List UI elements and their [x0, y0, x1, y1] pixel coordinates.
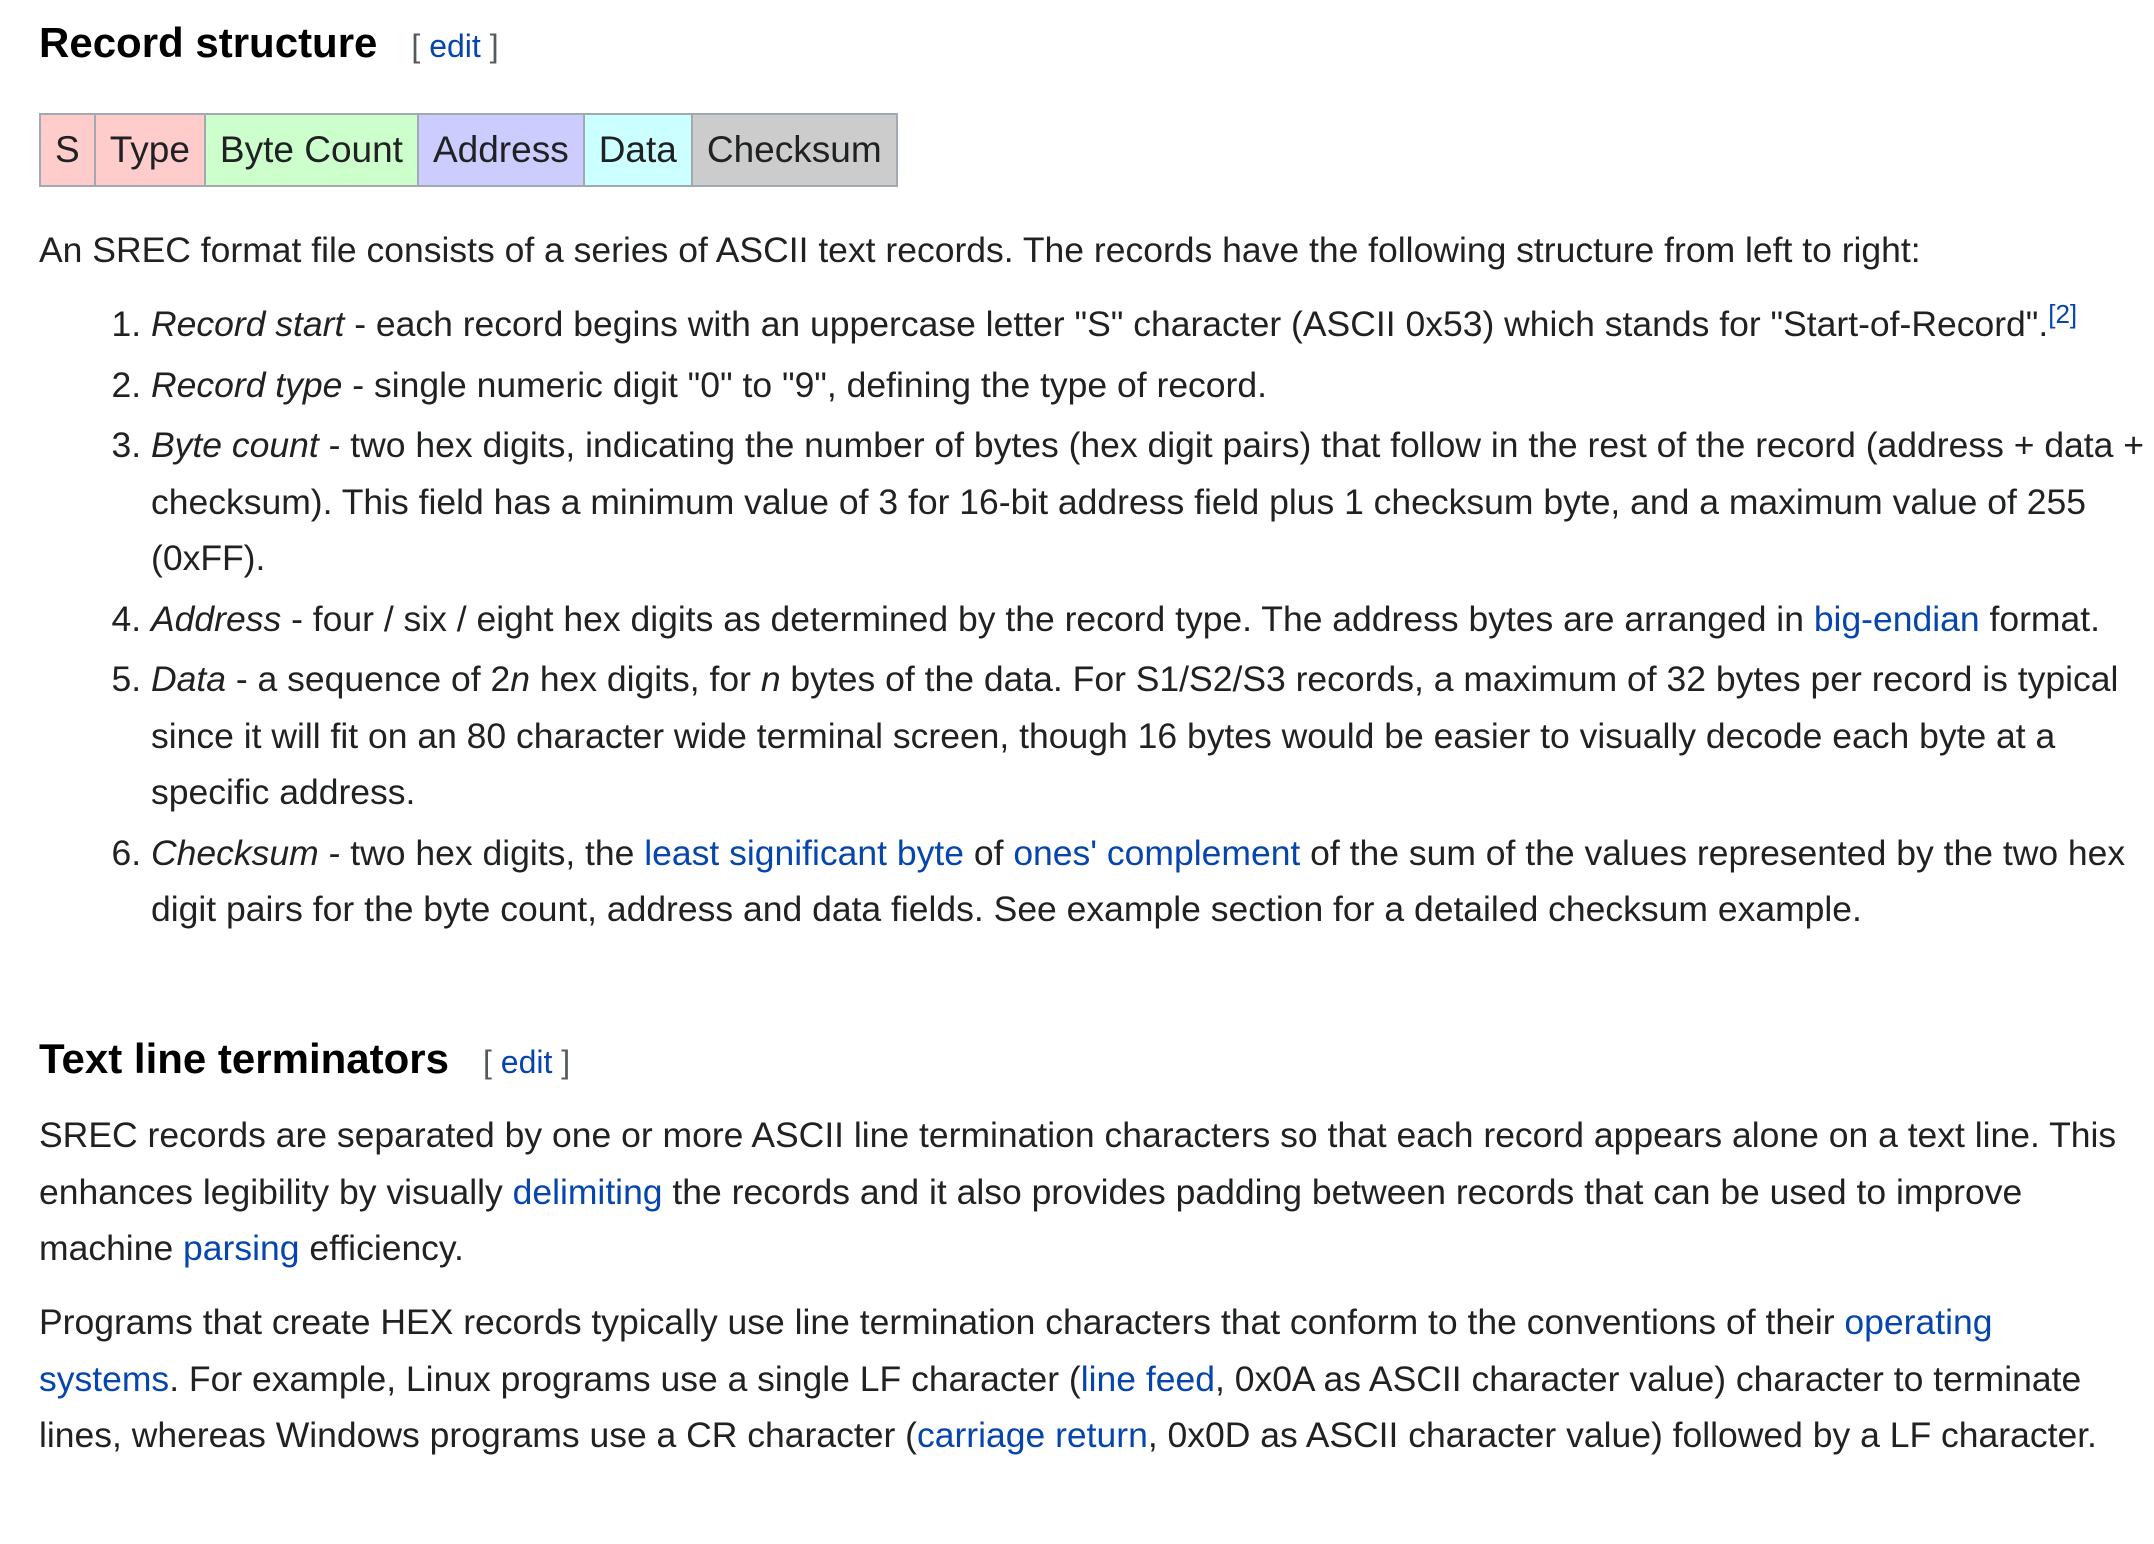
- intro-paragraph: An SREC format file consists of a series of ASCII text records. The records have the following structure from left to right:: [39, 230, 1921, 270]
- link-carriage-return[interactable]: carriage return: [916, 1415, 1148, 1455]
- list-item-address: 4. Address - four / six / eight hex digits as determined by the record type. The address bytes are arranged in big-endian format.: [151, 591, 2154, 648]
- edit-link[interactable]: edit: [500, 1044, 553, 1080]
- term: Checksum: [151, 832, 319, 873]
- term: Address: [151, 598, 282, 639]
- term: Data: [151, 659, 226, 699]
- record-structure-table: [39, 113, 898, 187]
- link-operating-systems[interactable]: operating systems: [39, 1302, 1993, 1399]
- section-title: Record structure: [39, 19, 378, 66]
- field-cell-s: S: [40, 114, 95, 186]
- list-item-byte-count: 3. Byte count - two hex digits, indicating the number of bytes (hex digit pairs) that follow in the rest of the record (address + data + checksum). This field has a minimum value of 3 for 16-bit address field plus 1 checksum byte, and a maximum value of 255 (0xFF).: [151, 417, 2154, 587]
- edit-section-link-wrapper: [ edit ]: [411, 28, 499, 64]
- link-parsing[interactable]: parsing: [183, 1228, 300, 1268]
- field-cell-byte-count: Byte Count: [205, 114, 418, 186]
- term: Byte count: [151, 425, 319, 465]
- citation-link[interactable]: [2]: [2048, 299, 2078, 330]
- field-cell-checksum: Checksum: [692, 114, 897, 186]
- term: Record start: [151, 304, 345, 344]
- list-item-record-start: 1. Record start - each record begins with an uppercase letter "S" character (ASCII 0x53) which stands for "Start-of-Record".[2]: [151, 296, 2154, 353]
- paragraph-line-termination: Programs that create HEX records typically use line termination characters that conform to the conventions of their operating systems. For example, Linux programs use a single LF character (line feed, 0x0A as ASCII character value) character to terminate lines, whereas Windows programs use a CR character (carriage return, 0x0D as ASCII character value) followed by a LF character.: [39, 1302, 2097, 1455]
- link-line-feed[interactable]: line feed: [1080, 1358, 1215, 1399]
- term: Record type: [151, 364, 343, 405]
- section-title: Text line terminators: [39, 1035, 449, 1082]
- record-structure-row: [40, 114, 897, 186]
- record-fields-list: [39, 296, 2154, 942]
- link-delimiting[interactable]: delimiting: [512, 1171, 663, 1212]
- section-heading-record-structure: [39, 18, 499, 71]
- citation-ref: [2048, 299, 2077, 329]
- list-item-record-type: 2. Record type - single numeric digit "0" to "9", defining the type of record.: [151, 357, 2154, 414]
- field-cell-data: Data: [584, 114, 692, 186]
- paragraph-record-separation: SREC records are separated by one or more ASCII line termination characters so that each record appears alone on a text line. This enhances legibility by visually delimiting the records and it also provides padding between records that can be used to improve machine parsing efficiency.: [39, 1115, 2117, 1268]
- edit-section-link-wrapper: [ edit ]: [483, 1044, 571, 1080]
- list-item-checksum: 6. Checksum - two hex digits, the least significant byte of ones' complement of the sum of the values represented by the two hex digit pairs for the byte count, address and data fields. See example section for a detailed checksum example.: [151, 825, 2154, 938]
- section-heading-text-line-terminators: [39, 1034, 570, 1087]
- link-ones-complement[interactable]: ones' complement: [1013, 832, 1301, 873]
- link-least-significant-byte[interactable]: least significant byte: [644, 832, 964, 873]
- field-cell-address: Address: [418, 114, 584, 186]
- list-item-data: 5. Data - a sequence of 2n hex digits, for n bytes of the data. For S1/S2/S3 records, a maximum of 32 bytes per record is typical since it will fit on an 80 character wide terminal screen, though 16 bytes would be easier to visually decode each byte at a specific address.: [151, 651, 2154, 821]
- edit-link[interactable]: edit: [429, 28, 481, 64]
- field-cell-type: Type: [95, 114, 205, 186]
- link-big-endian[interactable]: big-endian: [1813, 598, 1980, 639]
